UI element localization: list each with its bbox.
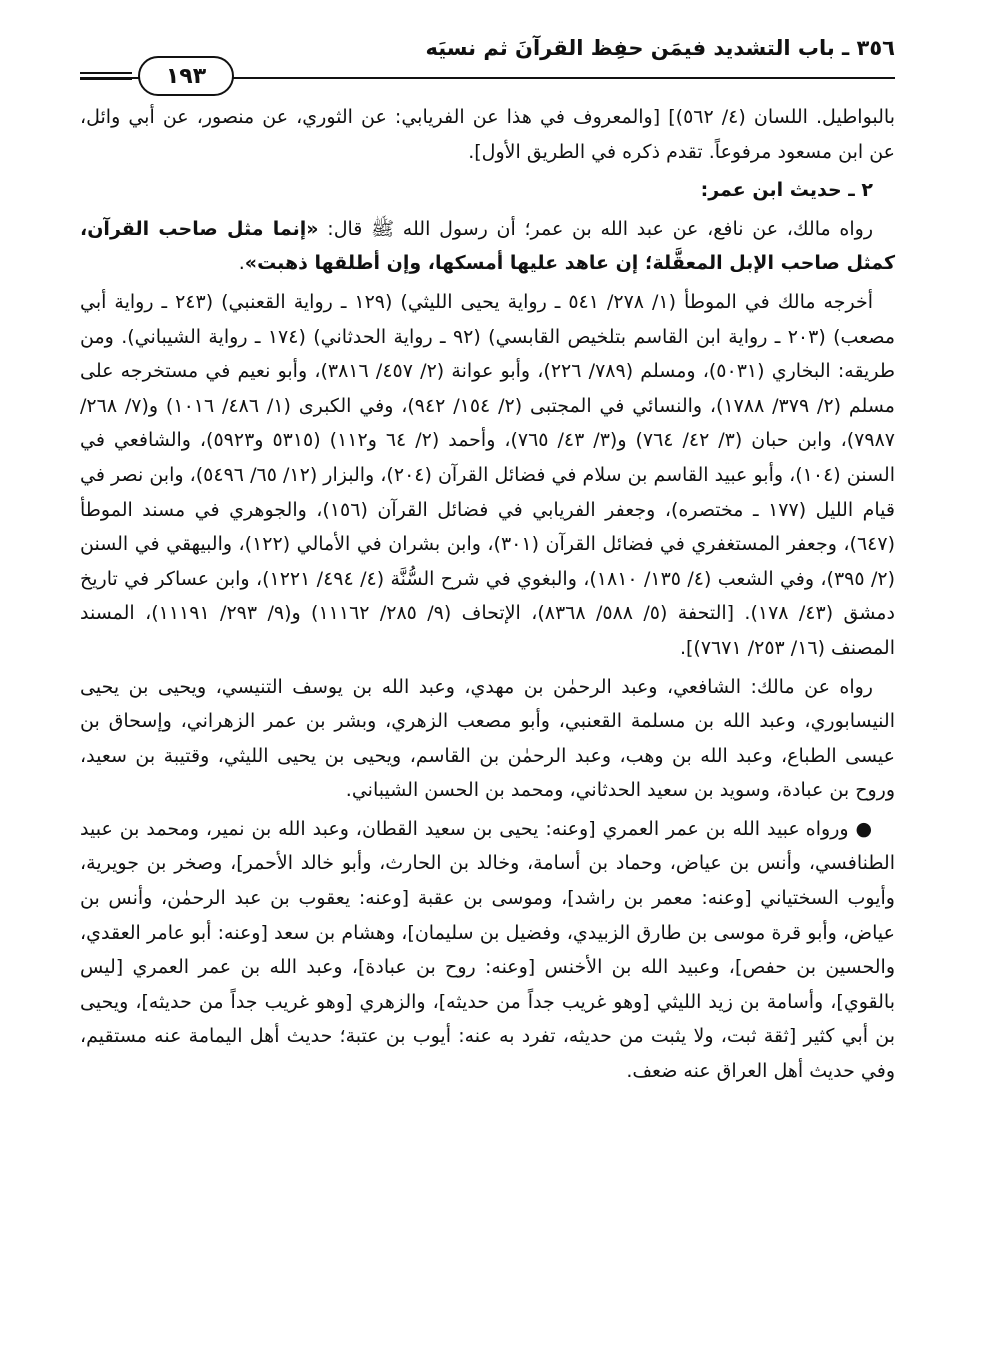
paragraph-hadith: [80, 212, 895, 281]
hadith-text: «إنما مثل صاحب القرآن، كمثل صاحب الإبل المعقَّلة؛ إن عاهد عليها أمسكها، وإن أطلقها ذهبت»: [80, 217, 895, 275]
other-routes-text: ورواه عبيد الله بن عمر العمري [وعنه: يحيى بن سعيد القطان، وعبد الله بن نمير، ومحمد بن عبيد الطنافسي، وأنس بن عياض، وحماد بن أسامة، وخالد بن الحارث، وأبو خالد الأحمر]، وصخر بن جويرية، وأيوب السختياني [وعنه: معمر بن راشد]، وموسى بن عقبة [وعنه: يعقوب بن عبد الرحمٰن، وأنس بن عياض، وأبو قرة موسى بن طارق الزبيدي، وفضيل بن سليمان]، وهشام بن سعد [وعنه: أبو عامر العقدي، والحسين بن حفص]، وعبيد الله بن الأخنس [وعنه: روح بن عبادة]، وعبد الله بن عمر العمري [ليس بالقوي]، وأسامة بن زيد الليثي [وهو غريب جداً من حديثه]، والزهري [وهو غريب جداً من حديثه]، ويحيى بن أبي كثير [ثقة ثبت، ولا يثبت من حديثه، تفرد به عنه: أيوب بن عتبة؛ حديث أهل اليمامة عنه مستقيم، وفي حديث أهل العراق عنه ضعف.: [80, 817, 895, 1083]
header-rule-left-top: [80, 72, 132, 74]
header-rule-left-bottom: [80, 78, 132, 80]
page-body: [80, 100, 895, 1089]
paragraph-takhrij: أخرجه مالك في الموطأ (١/ ٢٧٨/ ٥٤١ ـ رواية يحيى الليثي) (١٢٩ ـ رواية القعنبي) (٢٤٣ ـ رواية أبي مصعب) (٢٠٣ ـ رواية ابن القاسم بتلخيص القابسي) (٩٢ ـ رواية الحدثاني) (١٧٤ ـ رواية الشيباني). ومن طريقه: البخاري (٥٠٣١)، ومسلم (٧٨٩/ ٢٢٦)، وأبو عوانة (٢/ ٤٥٧/ ٣٨١٦)، وأبو نعيم في مستخرجه على مسلم (٢/ ٣٧٩/ ١٧٨٨)، والنسائي في المجتبى (٢/ ١٥٤/ ٩٤٢)، وفي الكبرى (١/ ٤٨٦/ ١٠١٦) و(٧/ ٢٦٨/ ٧٩٨٧)، وابن حبان (٣/ ٤٢/ ٧٦٤) و(٣/ ٤٣/ ٧٦٥)، وأحمد (٢/ ٦٤ و١١٢) (٥٣١٥ و٥٩٢٣)، والشافعي في السنن (١٠٤)، وأبو عبيد القاسم بن سلام في فضائل القرآن (٢٠٤)، والبزار (١٢/ ٦٥/ ٥٤٩٦)، وابن نصر في قيام الليل (١٧٧ ـ مختصره)، وجعفر الفريابي في فضائل القرآن (١٥٦)، والجوهري في مسند الموطأ (٦٤٧)، وجعفر المستغفري في فضائل القرآن (٣٠١)، وابن بشران في الأمالي (١٢٢)، والبيهقي في السنن (٢/ ٣٩٥)، وفي الشعب (٤/ ١٣٥/ ١٨١٠)، والبغوي في شرح السُّنَّة (٤/ ٤٩٤/ ١٢٢١)، وابن عساكر في تاريخ دمشق (٤٣/ ١٧٨). [التحفة (٥/ ٥٨٨/ ٨٣٦٨)، الإتحاف (٩/ ٢٨٥/ ١١١٦٢) و(٩/ ٢٩٣/ ١١١٩١)، المسند المصنف (١٦/ ٢٥٣/ ٧٦٧١)].: [80, 290, 896, 659]
page-number-badge: ١٩٣: [138, 56, 234, 96]
running-title: ٣٥٦ ـ باب التشديد فيمَن حفِظ القرآنَ ثم نسيَه: [425, 36, 895, 60]
paragraph-narrators: رواه عن مالك: الشافعي، وعبد الرحمٰن بن مهدي، وعبد الله بن يوسف التنيسي، ويحيى بن يحيى النيسابوري، وعبد الله بن مسلمة القعنبي، وأبو مصعب الزهري، وبشر بن عمر الزهراني، وإسحاق بن عيسى الطباع، وعبد الله بن وهب، وعبد الرحمٰن بن القاسم، ويحيى بن يحيى الليثي، وقتيبة بن سعيد، وروح بن عبادة، وسويد بن سعيد الحدثاني، ومحمد بن الحسن الشيباني.: [80, 675, 895, 802]
hadith-end: .: [238, 252, 245, 275]
section-heading: ٢ ـ حديث ابن عمر:: [700, 179, 873, 202]
hadith-intro: رواه مالك، عن نافع، عن عبد الله بن عمر؛ أن رسول الله ﷺ قال:: [318, 217, 873, 240]
bullet-marker-icon: ●: [855, 817, 873, 840]
paragraph-continuation: بالبواطيل. اللسان (٤/ ٥٦٢)] [والمعروف في هذا عن الفريابي: عن الثوري، عن منصور، عن أبي وائل، عن ابن مسعود مرفوعاً. تقدم ذكره في الطريق الأول].: [80, 106, 895, 163]
page-header: [80, 30, 895, 100]
paragraph-other-routes: [80, 812, 895, 1089]
